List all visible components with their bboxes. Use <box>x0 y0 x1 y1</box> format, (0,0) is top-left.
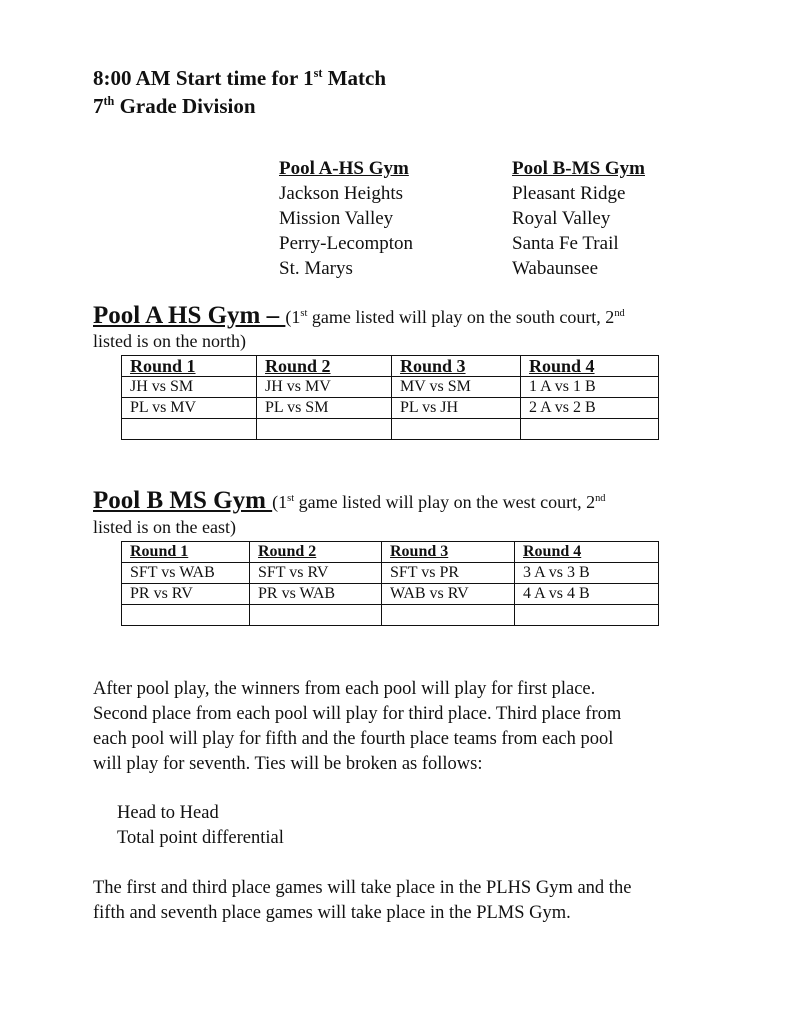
table-row <box>122 605 659 626</box>
division-heading: 7th Grade Division <box>93 94 256 118</box>
matchup-cell: MV vs SM <box>392 377 521 398</box>
paragraph-line: will play for seventh. Ties will be broken as follows: <box>93 754 483 774</box>
matchup-cell: PR vs WAB <box>250 584 382 605</box>
round-header: Round 1 <box>122 356 257 377</box>
matchup-cell: PR vs RV <box>122 584 250 605</box>
round-header: Round 2 <box>257 356 392 377</box>
paragraph-line: After pool play, the winners from each pool will play for first place. <box>93 679 596 699</box>
round-header: Round 3 <box>382 542 515 563</box>
matchup-cell: PL vs JH <box>392 398 521 419</box>
table-row <box>122 563 659 584</box>
paragraph-line: fifth and seventh place games will take place in the PLMS Gym. <box>93 903 571 923</box>
table-row <box>122 584 659 605</box>
pool-a-heading: Pool A-HS Gym <box>279 158 409 179</box>
pool-a-team: Jackson Heights <box>279 183 404 204</box>
empty-cell <box>392 419 521 440</box>
pool-a-section-note-cont: listed is on the north) <box>93 331 246 351</box>
pool-a-section-title: Pool A HS Gym – <box>93 302 286 329</box>
pool-a-team: Mission Valley <box>279 208 394 229</box>
empty-cell <box>382 605 515 626</box>
matchup-cell: SFT vs PR <box>382 563 515 584</box>
round-header: Round 4 <box>515 542 659 563</box>
matchup-cell: JH vs SM <box>122 377 257 398</box>
matchup-cell: 2 A vs 2 B <box>521 398 659 419</box>
pool-b-section-header <box>93 487 606 515</box>
empty-cell <box>250 605 382 626</box>
pool-play-paragraph <box>93 677 733 777</box>
empty-cell <box>122 419 257 440</box>
table-header-row <box>122 356 659 377</box>
matchup-cell: SFT vs RV <box>250 563 382 584</box>
round-header: Round 1 <box>122 542 250 563</box>
placement-games-paragraph <box>93 876 733 926</box>
pool-a-team: St. Marys <box>279 258 353 279</box>
round-header: Round 4 <box>521 356 659 377</box>
pool-b-team: Santa Fe Trail <box>512 233 619 254</box>
round-header: Round 3 <box>392 356 521 377</box>
pool-b-section-note-cont: listed is on the east) <box>93 517 236 537</box>
empty-cell <box>257 419 392 440</box>
matchup-cell: 4 A vs 4 B <box>515 584 659 605</box>
tiebreaker-item: Total point differential <box>117 828 284 848</box>
table-row <box>122 398 659 419</box>
tiebreaker-list <box>117 801 757 851</box>
table-header-row <box>122 542 659 563</box>
pool-b-heading: Pool B-MS Gym <box>512 158 645 179</box>
pool-a-section-header <box>93 302 625 330</box>
pool-b-team: Royal Valley <box>512 208 611 229</box>
matchup-cell: SFT vs WAB <box>122 563 250 584</box>
pool-b-schedule-table <box>121 541 659 626</box>
pool-a-team: Perry-Lecompton <box>279 233 414 254</box>
pool-a-list <box>279 156 413 281</box>
pool-a-section-note: (1st game listed will play on the south court, 2nd <box>285 307 625 327</box>
pool-b-team: Wabaunsee <box>512 258 599 279</box>
pool-b-section-title: Pool B MS Gym <box>93 487 273 514</box>
empty-cell <box>122 605 250 626</box>
table-row <box>122 419 659 440</box>
table-row <box>122 377 659 398</box>
paragraph-line: The first and third place games will take place in the PLHS Gym and the <box>93 878 632 898</box>
pool-b-list <box>512 156 645 281</box>
paragraph-line: Second place from each pool will play for third place. Third place from <box>93 704 622 724</box>
round-header: Round 2 <box>250 542 382 563</box>
matchup-cell: PL vs MV <box>122 398 257 419</box>
pool-b-section-note: (1st game listed will play on the west court, 2nd <box>272 492 606 512</box>
matchup-cell: WAB vs RV <box>382 584 515 605</box>
matchup-cell: 1 A vs 1 B <box>521 377 659 398</box>
start-time-heading: 8:00 AM Start time for 1st Match <box>93 66 387 90</box>
matchup-cell: 3 A vs 3 B <box>515 563 659 584</box>
empty-cell <box>515 605 659 626</box>
paragraph-line: each pool will play for fifth and the fourth place teams from each pool <box>93 729 614 749</box>
empty-cell <box>521 419 659 440</box>
pool-a-schedule-table <box>121 355 659 440</box>
matchup-cell: PL vs SM <box>257 398 392 419</box>
matchup-cell: JH vs MV <box>257 377 392 398</box>
pool-b-team: Pleasant Ridge <box>512 183 626 204</box>
tiebreaker-item: Head to Head <box>117 803 219 823</box>
